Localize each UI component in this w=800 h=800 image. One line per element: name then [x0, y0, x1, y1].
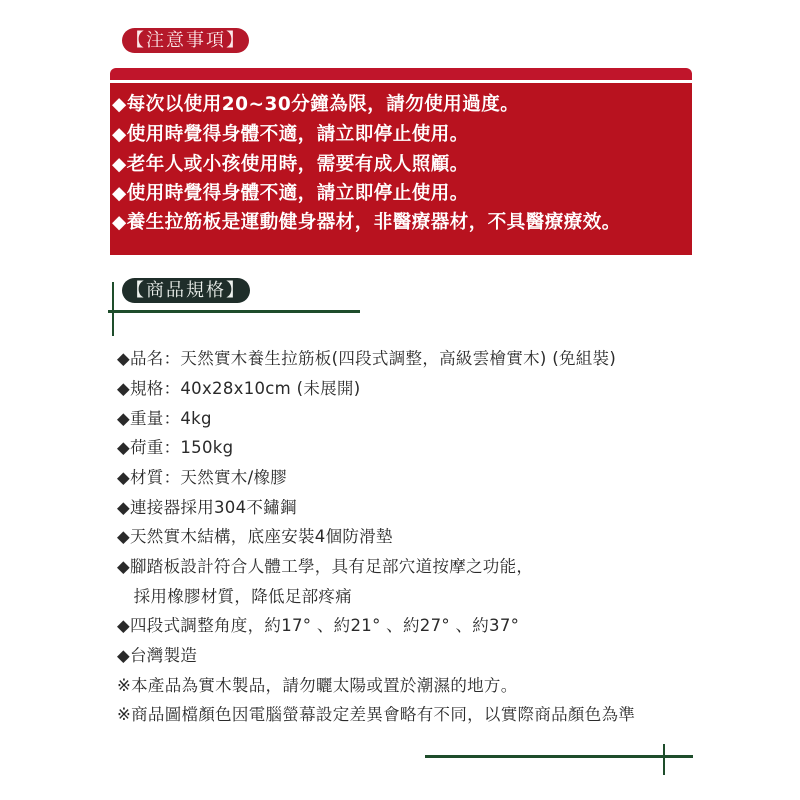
spec-item: ◆規格：40x28x10cm (未展開) [117, 379, 361, 398]
notice-item: ◆每次以使用20~30分鐘為限，請勿使用過度。 [112, 94, 520, 115]
notice-box-top-strip [110, 68, 692, 80]
divider-horizontal [108, 310, 360, 313]
notice-box [110, 83, 692, 255]
spec-item: ◆荷重：150kg [117, 438, 234, 457]
spec-item: ◆天然實木結構，底座安裝4個防滑墊 [117, 527, 393, 546]
spec-item: ※商品圖檔顏色因電腦螢幕設定差異會略有不同，以實際商品顏色為準 [117, 705, 636, 724]
spec-item: ◆品名：天然實木養生拉筋板(四段式調整，高級雲檜實木) (免組裝) [117, 349, 617, 368]
notice-item: ◆使用時覺得身體不適，請立即停止使用。 [112, 183, 469, 204]
bottom-divider-horizontal [425, 755, 693, 758]
spec-item: ◆重量：4kg [117, 409, 212, 428]
spec-item: ※本產品為實木製品，請勿曬太陽或置於潮濕的地方。 [117, 676, 518, 695]
spec-item: ◆台灣製造 [117, 646, 198, 665]
bottom-divider-vertical [663, 744, 665, 775]
notice-heading: 【注意事項】 [122, 28, 249, 53]
notice-item: ◆老年人或小孩使用時，需要有成人照顧。 [112, 154, 469, 175]
notice-item: ◆養生拉筋板是運動健身器材，非醫療器材，不具醫療療效。 [112, 212, 621, 233]
spec-item: ◆腳踏板設計符合人體工學，具有足部穴道按摩之功能， [117, 557, 534, 576]
notice-item: ◆使用時覺得身體不適，請立即停止使用。 [112, 124, 469, 145]
spec-heading: 【商品規格】 [122, 278, 250, 303]
spec-item: ◆材質：天然實木/橡膠 [117, 468, 288, 487]
spec-item: 採用橡膠材質，降低足部疼痛 [117, 587, 353, 606]
divider-vertical [112, 282, 114, 336]
spec-item: ◆四段式調整角度，約17° 、約21° 、約27° 、約37° [117, 616, 520, 635]
spec-item: ◆連接器採用304不鏽鋼 [117, 498, 297, 517]
